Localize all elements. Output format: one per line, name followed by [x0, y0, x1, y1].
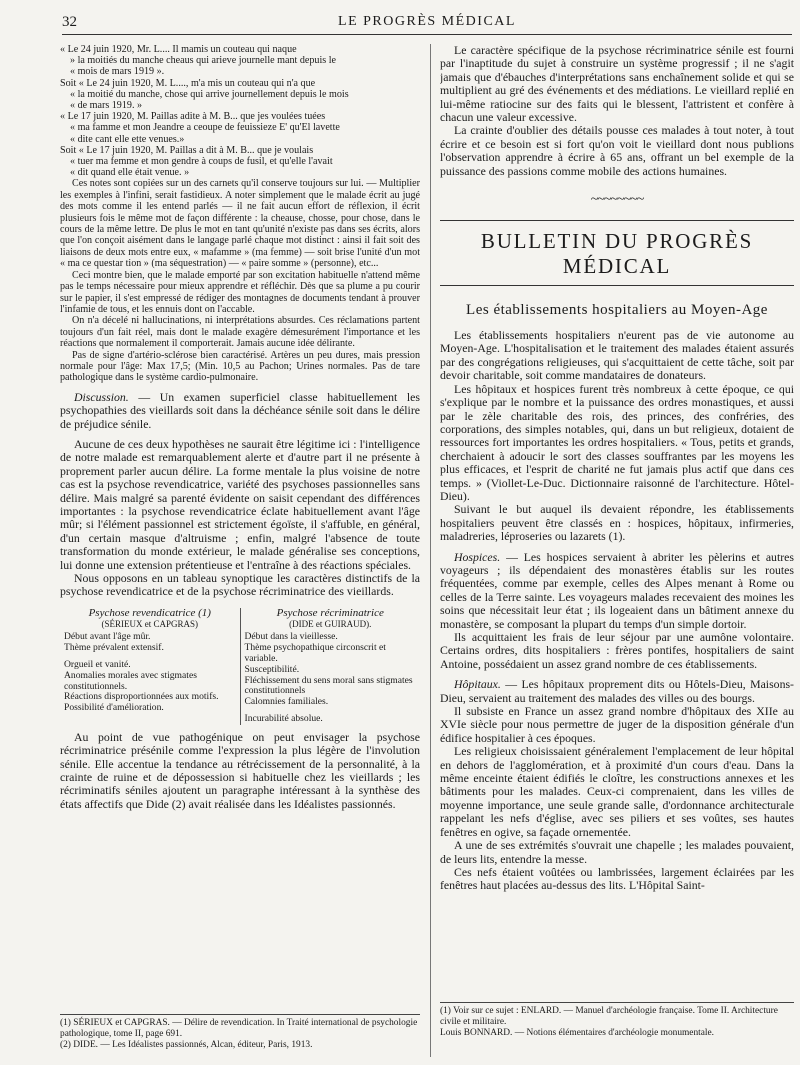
table-cell: Anomalies morales avec stigmates constitutionnels.	[64, 669, 197, 692]
paragraph: Les religieux choisissaient généralement l'emplacement de leur hôpital en dehors de l'agglomération, et à proximité d'un cours d'eau. Dans la même enceinte étaient édifiés le cloître, les constructions annexes et les bâtiments pour les malades. Ceux-ci comprenaient, dans les villes de moyenne importance, une seule grande salle, d'ordonnance architecturale rappelant les nefs d'église, avec ses piliers et ses voûtes, ses hautes fenêtres en ogive, sa façade ornementée.	[440, 744, 794, 839]
hospices-label: Hospices.	[454, 549, 501, 564]
column-divider	[430, 44, 431, 1057]
table-cell: Possibilité d'amélioration.	[64, 702, 164, 714]
paragraph: Au point de vue pathogénique on peut envisager la psychose récriminatrice présénile comme l'expression la plus légère de l'involution sénile. Elle accentue la tendance au rétrécissement de la personnalité, à la crainte de ruine et de dépossession si habituelle chez les vieillards ; les récriminatifs séniles ajoutent un paragraphe intéressant à la synthèse des états affectifs que Dide (2) avait réalisée dans les Idéalistes passionnés.	[60, 729, 420, 811]
paragraph: Ils acquittaient les frais de leur séjour par une aumône volontaire. Certains ordres, dits hospitaliers : frères pontifes, hospitaliers de saint Antoine, possédaient un assez grand nombre de ces établissements.	[440, 630, 794, 671]
quote-line: « Le 24 juin 1920, Mr. L.... Il mamis un couteau qui naque	[60, 44, 297, 55]
table-column-revendicatrice	[60, 608, 240, 725]
quote-line: « la moitié du manche, chose qui arrive journellement depuis le mois	[70, 88, 349, 100]
paragraph: Ceci montre bien, que le malade emporté par son excitation habituelle n'attend même pas le temps nécessaire pour mieux apprendre et réfléchir. Dès que sa plume a pu courir sur le papier, il s'est empressé de rédiger des montagnes de documents tendant à prouver l'infamie de tous, et les ennuis dont on l'accable.	[60, 269, 420, 315]
quote-line: Soit « Le 17 juin 1920, M. Paillas a dit à M. B... que je voulais	[60, 144, 314, 156]
footnote: (1) SÉRIEUX et CAPGRAS. — Délire de revendication. In Traité international de psychologie pathologique, tome II, page 691.	[60, 1018, 418, 1039]
quote-line: « Le 17 juin 1920, M. Paillas adite à M. B... que jes voulées tuées	[60, 111, 326, 123]
discussion-text: — Un examen superficiel classe habituellement les psychopathies des vieillards soit dans la déchéance sénile soit dans le délire de préjudice sénile.	[60, 389, 420, 431]
table-subheader: (SÉRIEUX et CAPGRAS)	[101, 618, 198, 629]
table-cell: Début avant l'âge mûr.	[64, 631, 151, 643]
table-cell: Début dans la vieillesse.	[244, 631, 338, 643]
paragraph: Ces nefs étaient voûtées ou lambrissées, largement éclairées par les fenêtres haut placées au-dessus des lits. L'Hôpital Saint-	[440, 864, 794, 893]
table-header: Psychose récriminatrice	[276, 606, 384, 619]
table-column-recriminatrice	[240, 608, 421, 725]
synoptic-table	[60, 607, 420, 725]
running-title: LE PROGRÈS MÉDICAL	[338, 14, 516, 29]
discussion-label: Discussion.	[74, 389, 129, 404]
footnote: Louis BONNARD. — Notions élémentaires d'archéologie monumentale.	[440, 1028, 715, 1038]
bulletin-title: BULLETIN DU PROGRÈS MÉDICAL	[440, 220, 794, 286]
discussion-paragraph	[60, 391, 420, 431]
table-cell: Thème psychopathique circonscrit et variable.	[244, 642, 386, 665]
hospices-paragraph	[440, 551, 794, 631]
quote-line: Soit « Le 24 juin 1920, M. L...., m'a mis un couteau qui n'a que	[60, 77, 316, 89]
paragraph: Les hôpitaux et hospices furent très nombreux à cette époque, ce qui s'explique par le nombre et la puissance des ordres monastiques, et aussi par le zèle charitable des rois, des princes, des confréries, des corporations, des simples notables, qui, dans un but religieux, dotaient de ressources fort importantes les ordres hospitaliers. « Tous, petits et grands, cherchaient à adoucir le sort des classes souffrantes par les moyens les plus efficaces, et l'esprit de charité ne fut jamais plus actif que dans ces temps. » (Viollet-Le-Duc. Dictionnaire raisonné de l'architecture. Hôtel-Dieu).	[440, 381, 794, 503]
table-cell: Susceptibilité.	[244, 663, 300, 675]
footnotes	[60, 1014, 420, 1051]
footnote: (2) DIDE. — Les Idéalistes passionnés, Alcan, éditeur, Paris, 1913.	[60, 1040, 313, 1050]
table-cell: Incurabilité absolue.	[244, 713, 323, 725]
paragraph: Pas de signe d'artério-sclérose bien caractérisé. Artères un peu dures, mais pression normale pour l'âge: Max 17,5; (Min. 10,5 au Pachon; Urines normales. Pas de tare pathologique dans le système cardio-pulmonaire.	[60, 349, 420, 384]
footnote: (1) Voir sur ce sujet : ENLARD. — Manuel d'archéologie française. Tome II. Architecture civile et militaire.	[440, 1006, 778, 1027]
left-column	[60, 44, 420, 1057]
quote-block	[60, 44, 420, 178]
paragraph: Il subsiste en France un assez grand nombre d'hôpitaux des XIIe au XVIe siècle pour nous permettre de juger de la disposition générale d'un édifice hospitalier à ces époques.	[440, 704, 794, 745]
quote-line: « dit quand elle était venue. »	[70, 167, 190, 179]
table-cell: Réactions disproportionnées aux motifs.	[64, 691, 219, 703]
hopitaux-paragraph	[440, 678, 794, 705]
paragraph: Le caractère spécifique de la psychose récriminatrice sénile est fourni par l'inaptitude du sujet à construire un système progressif ; il ne s'agit jamais que d'ébauches d'interprétations sans enchaînement solide et qui se multiplient au gré des événements et des médiations. Le vieillard replié en lui-même ratiocine sur des faits qui le blessent, l'attristent et confère à chacun une valeur excessive.	[440, 44, 794, 125]
hopitaux-text: — Les hôpitaux proprement dits ou Hôtels-Dieu, Maisons-Dieu, servaient au traitement des malades des villes ou des bourgs.	[440, 677, 794, 705]
table-cell: Thème prévalent extensif.	[64, 642, 164, 654]
paragraph: On n'a décelé ni hallucinations, ni interprétations absurdes. Ces réclamations partent toujours d'un fait réel, mais dont le malade exagère démesurément l'importance et les réactions que normalement il comporterait. Jamais aucune idée délirante.	[60, 315, 420, 350]
paragraph: La crainte d'oublier des détails pousse ces malades à tout noter, à tout écrire et ce besoin est si fort qu'on voit le vieillard dont nous publions l'observation apprendre à écrire à 65 ans, offrant un bel exemple de la puissance des passions comme mobile des actions humaines.	[440, 123, 794, 178]
paragraph: A une de ses extrémités s'ouvrait une chapelle ; les malades pouvaient, de leurs lits, entendre la messe.	[440, 838, 794, 866]
article-title: Les établissements hospitaliers au Moyen-Age	[466, 302, 768, 319]
paragraph: Ces notes sont copiées sur un des carnets qu'il conserve toujours sur lui. — Multiplier les exemples à l'infini, serait fastidieux. A noter simplement que le malade écrit au jugé des mots comme il les entend parlés — il ne fait aucun effort de réflexion, il écrit plusieurs fois le même mot de façon différente : la cheause, chosse, pour chose, dans le cours de la même lettre. De plus le mot en tant qu'unité n'existe pas dans ses écrits, alors que l'on conçoit aisément dans le langage parlé chaque mot distinct : ainsi il fait soit des liaisons de deux mots entre eux, « mafamme » (ma femme) — soit brise l'unité d'un mot « ma ce questar tion » (ma séquestration) — « paire somme » (personne), etc...	[60, 178, 420, 270]
hospices-text: — Les hospices servaient à abriter les pèlerins et autres voyageurs ; ils dépendaient des monastères établis sur les routes fréquentées, comme par exemple, celles des Alpes menant à Rome ou celles de la Terre sainte. Les voyageurs malades recevaient des moines les soins que nécessitait leur état ; ils logeaient dans un bâtiment annexe du monastère, se composant la plupart du temps d'un simple dortoir.	[440, 549, 794, 631]
table-header: Psychose revendicatrice (1)	[88, 606, 211, 619]
table-cell: Fléchissement du sens moral sans stigmates constitutionnels	[244, 674, 413, 697]
table-cell: Orgueil et vanité.	[64, 659, 131, 671]
quote-line: « dite cant elle ette venues.»	[70, 133, 185, 145]
hopitaux-label: Hôpitaux.	[454, 677, 501, 692]
quote-line: « tuer ma femme et mon gendre à coups de fusil, et qu'elle l'avait	[70, 156, 333, 168]
quote-line: « mois de mars 1919 ».	[70, 66, 165, 78]
paragraph: Suivant le but auquel ils devaient répondre, les établissements hospitaliers peuvent être classés en : hospices, hôpitaux, infirmeries, maladreries, léproseries ou lazarets (1).	[440, 502, 794, 544]
right-column	[440, 44, 794, 1057]
footnotes	[440, 1002, 794, 1039]
table-subheader: (DIDE et GUIRAUD).	[289, 618, 372, 629]
paragraph: Les établissements hospitaliers n'eurent pas de vie autonome au Moyen-Age. L'hospitalisation et le traitement des malades étaient assurés par des congrégations religieuses, qui s'acquittaient de cette tâche, soit par devoir charitable, soit comme mandataires de donateurs.	[440, 328, 794, 383]
paragraph: Aucune de ces deux hypothèses ne saurait être légitime ici : l'intelligence de notre malade est remarquablement alerte et d'autre part il ne présente à proprement parler aucun délire. La forme mentale la plus voisine de notre cas est la psychose revendicatrice, variété des psychoses passionnelles sans délire. Mais malgré sa parenté évidente on saisit cependant des différences importantes : la psychose revendicatrice éclate habituellement avant l'âge mûr; si l'élément passionnel est strictement égoïste, il s'affuble, en général, d'un certain masque d'altruisme ; enfin, malgré l'absence de toute transformation du monde extérieur, le malade généralise ses conceptions, lui donne une extension prétentieuse et l'entraîne à des réactions spéciales.	[60, 436, 420, 572]
page-header	[62, 8, 792, 35]
ornament-divider: ~~~~~~~~	[590, 192, 644, 208]
table-cell: Calomnies familiales.	[244, 696, 329, 708]
page-number: 32	[62, 14, 77, 30]
quote-line: « ma famme et mon Jeandre a ceoupe de feuissieze E' qu'El lavette	[70, 122, 340, 134]
quote-line: » la moitiés du manche cheaus qui arieve journelle mant depuis le	[70, 55, 336, 67]
paragraph: Nous opposons en un tableau synoptique les caractères distinctifs de la psychose revendicatrice et de la psychose récriminatrice des vieillards.	[60, 571, 420, 599]
quote-line: « de mars 1919. »	[70, 100, 143, 112]
